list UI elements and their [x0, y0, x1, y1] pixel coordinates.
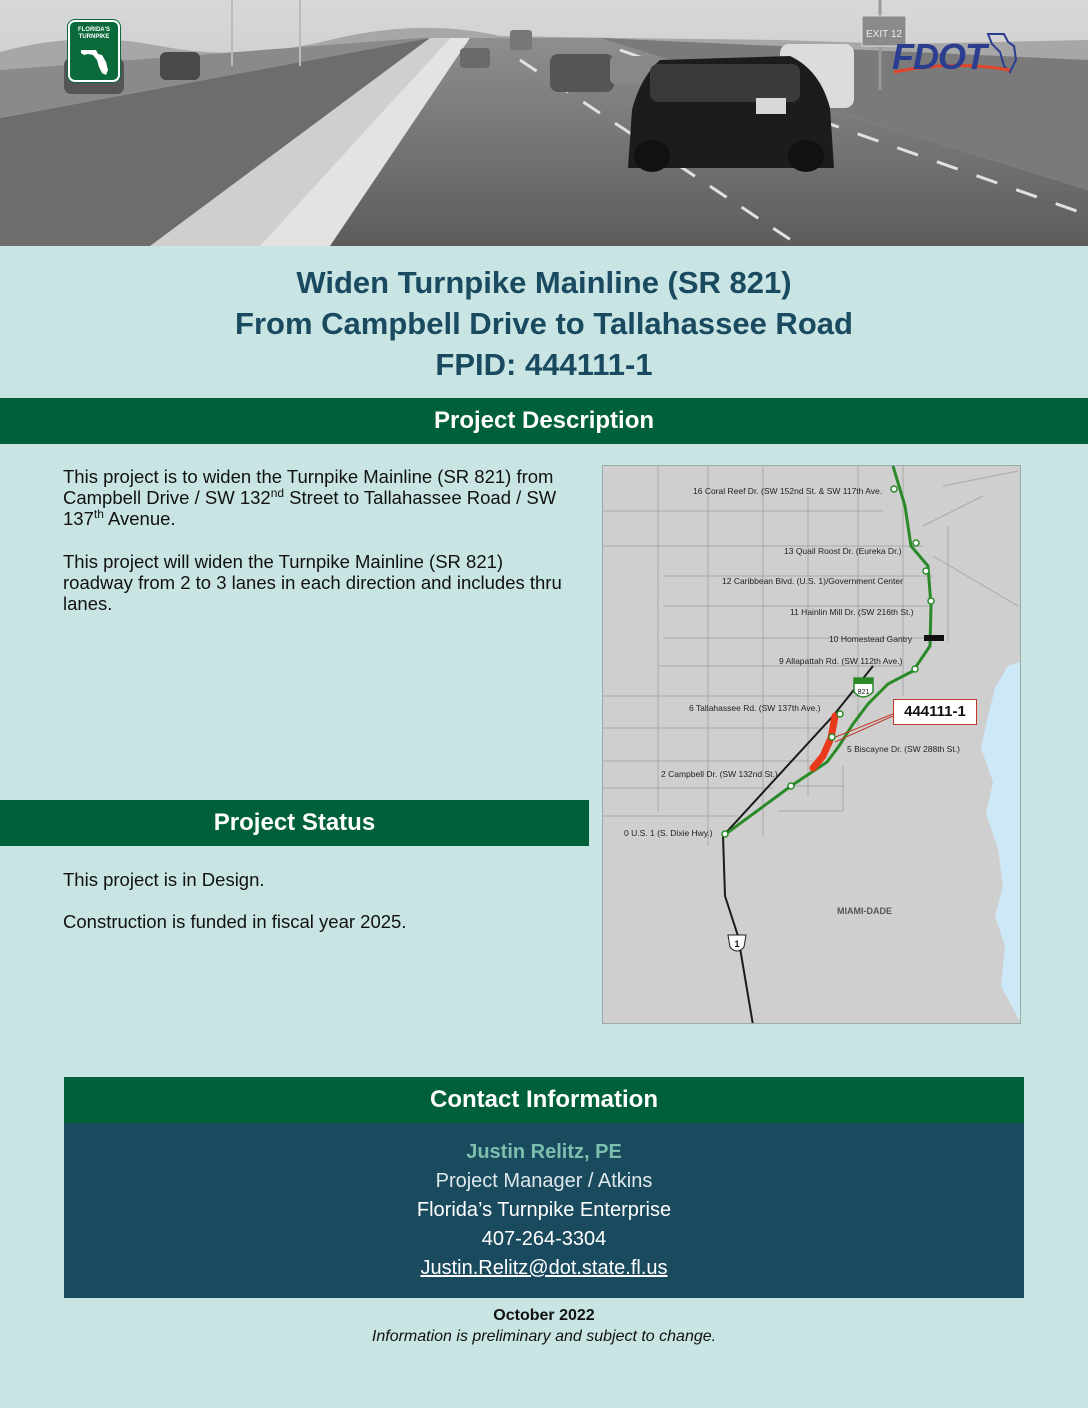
contact-name: Justin Relitz, PE [466, 1141, 622, 1163]
contact-information-heading: Contact Information [64, 1077, 1024, 1123]
sr821-shield-icon [854, 678, 873, 697]
footer-date: October 2022 [493, 1307, 595, 1324]
contact-role: Project Manager / Atkins [435, 1170, 653, 1192]
project-segment [813, 716, 835, 768]
project-status-heading: Project Status [0, 800, 589, 846]
label-us1: 0 U.S. 1 (S. Dixie Hwy.) [624, 828, 713, 838]
label-campbell: 2 Campbell Dr. (SW 132nd St.) [661, 769, 778, 779]
us1-route [723, 666, 873, 1024]
turnpike-route [723, 466, 931, 836]
label-coral-reef: 16 Coral Reef Dr. (SW 152nd St. & SW 117th Ave. [693, 486, 883, 496]
biscayne-bay-water [981, 661, 1021, 1024]
county-label: MIAMI-DADE [837, 906, 892, 916]
hero-photo [0, 0, 1088, 246]
project-callout: 444111-1 [893, 699, 977, 725]
status-paragraph-1: This project is in Design. [63, 869, 265, 890]
contact-organization: Florida’s Turnpike Enterprise [416, 1199, 672, 1221]
title-fpid: FPID: 444111-1 [435, 347, 653, 382]
fdot-logo: FDOT [892, 30, 1022, 82]
florida-state-icon [80, 46, 110, 76]
status-paragraph-2: Construction is funded in fiscal year 2025. [63, 911, 407, 932]
homestead-gantry-marker [924, 635, 944, 641]
label-tallahassee: 6 Tallahassee Rd. (SW 137th Ave.) [689, 703, 821, 713]
label-gantry: 10 Homestead Gantry [829, 634, 913, 644]
title-line-1: Widen Turnpike Mainline (SR 821) [296, 265, 792, 300]
description-paragraph-1: This project is to widen the Turnpike Mainline (SR 821) from Campbell Drive / SW 132nd Street to Tallahassee Road / SW 137th Avenue. [63, 466, 557, 529]
label-caribbean: 12 Caribbean Blvd. (U.S. 1)/Government Center [722, 576, 903, 586]
title-line-2: From Campbell Drive to Tallahassee Road [235, 306, 853, 341]
label-quail-roost: 13 Quail Roost Dr. (Eureka Dr.) [784, 546, 902, 556]
contact-email-link[interactable]: Justin.Relitz@dot.state.fl.us [420, 1257, 668, 1279]
us1-shield-icon [728, 935, 746, 951]
label-allapattah: 9 Allapattah Rd. (SW 112th Ave.) [779, 656, 903, 666]
label-biscayne: 5 Biscayne Dr. (SW 288th St.) [847, 744, 960, 754]
contact-card [64, 1123, 1024, 1298]
svg-text:1: 1 [734, 939, 740, 949]
project-description-heading: Project Description [0, 398, 1088, 444]
project-location-map [602, 465, 1021, 1024]
label-hainlin: 11 Hainlin Mill Dr. (SW 216th St.) [790, 607, 914, 617]
contact-phone: 407-264-3304 [481, 1228, 607, 1250]
footer-disclaimer: Information is preliminary and subject to change. [371, 1328, 717, 1345]
exit-sign: EXIT 12 [866, 29, 902, 40]
description-paragraph-2: This project will widen the Turnpike Mainline (SR 821) roadway from 2 to 3 lanes in each direction and includes thru lanes. [63, 551, 562, 614]
florida-turnpike-logo: FLORIDA'S TURNPIKE [68, 20, 120, 82]
page-title [0, 262, 1088, 385]
svg-text:821: 821 [857, 689, 870, 696]
